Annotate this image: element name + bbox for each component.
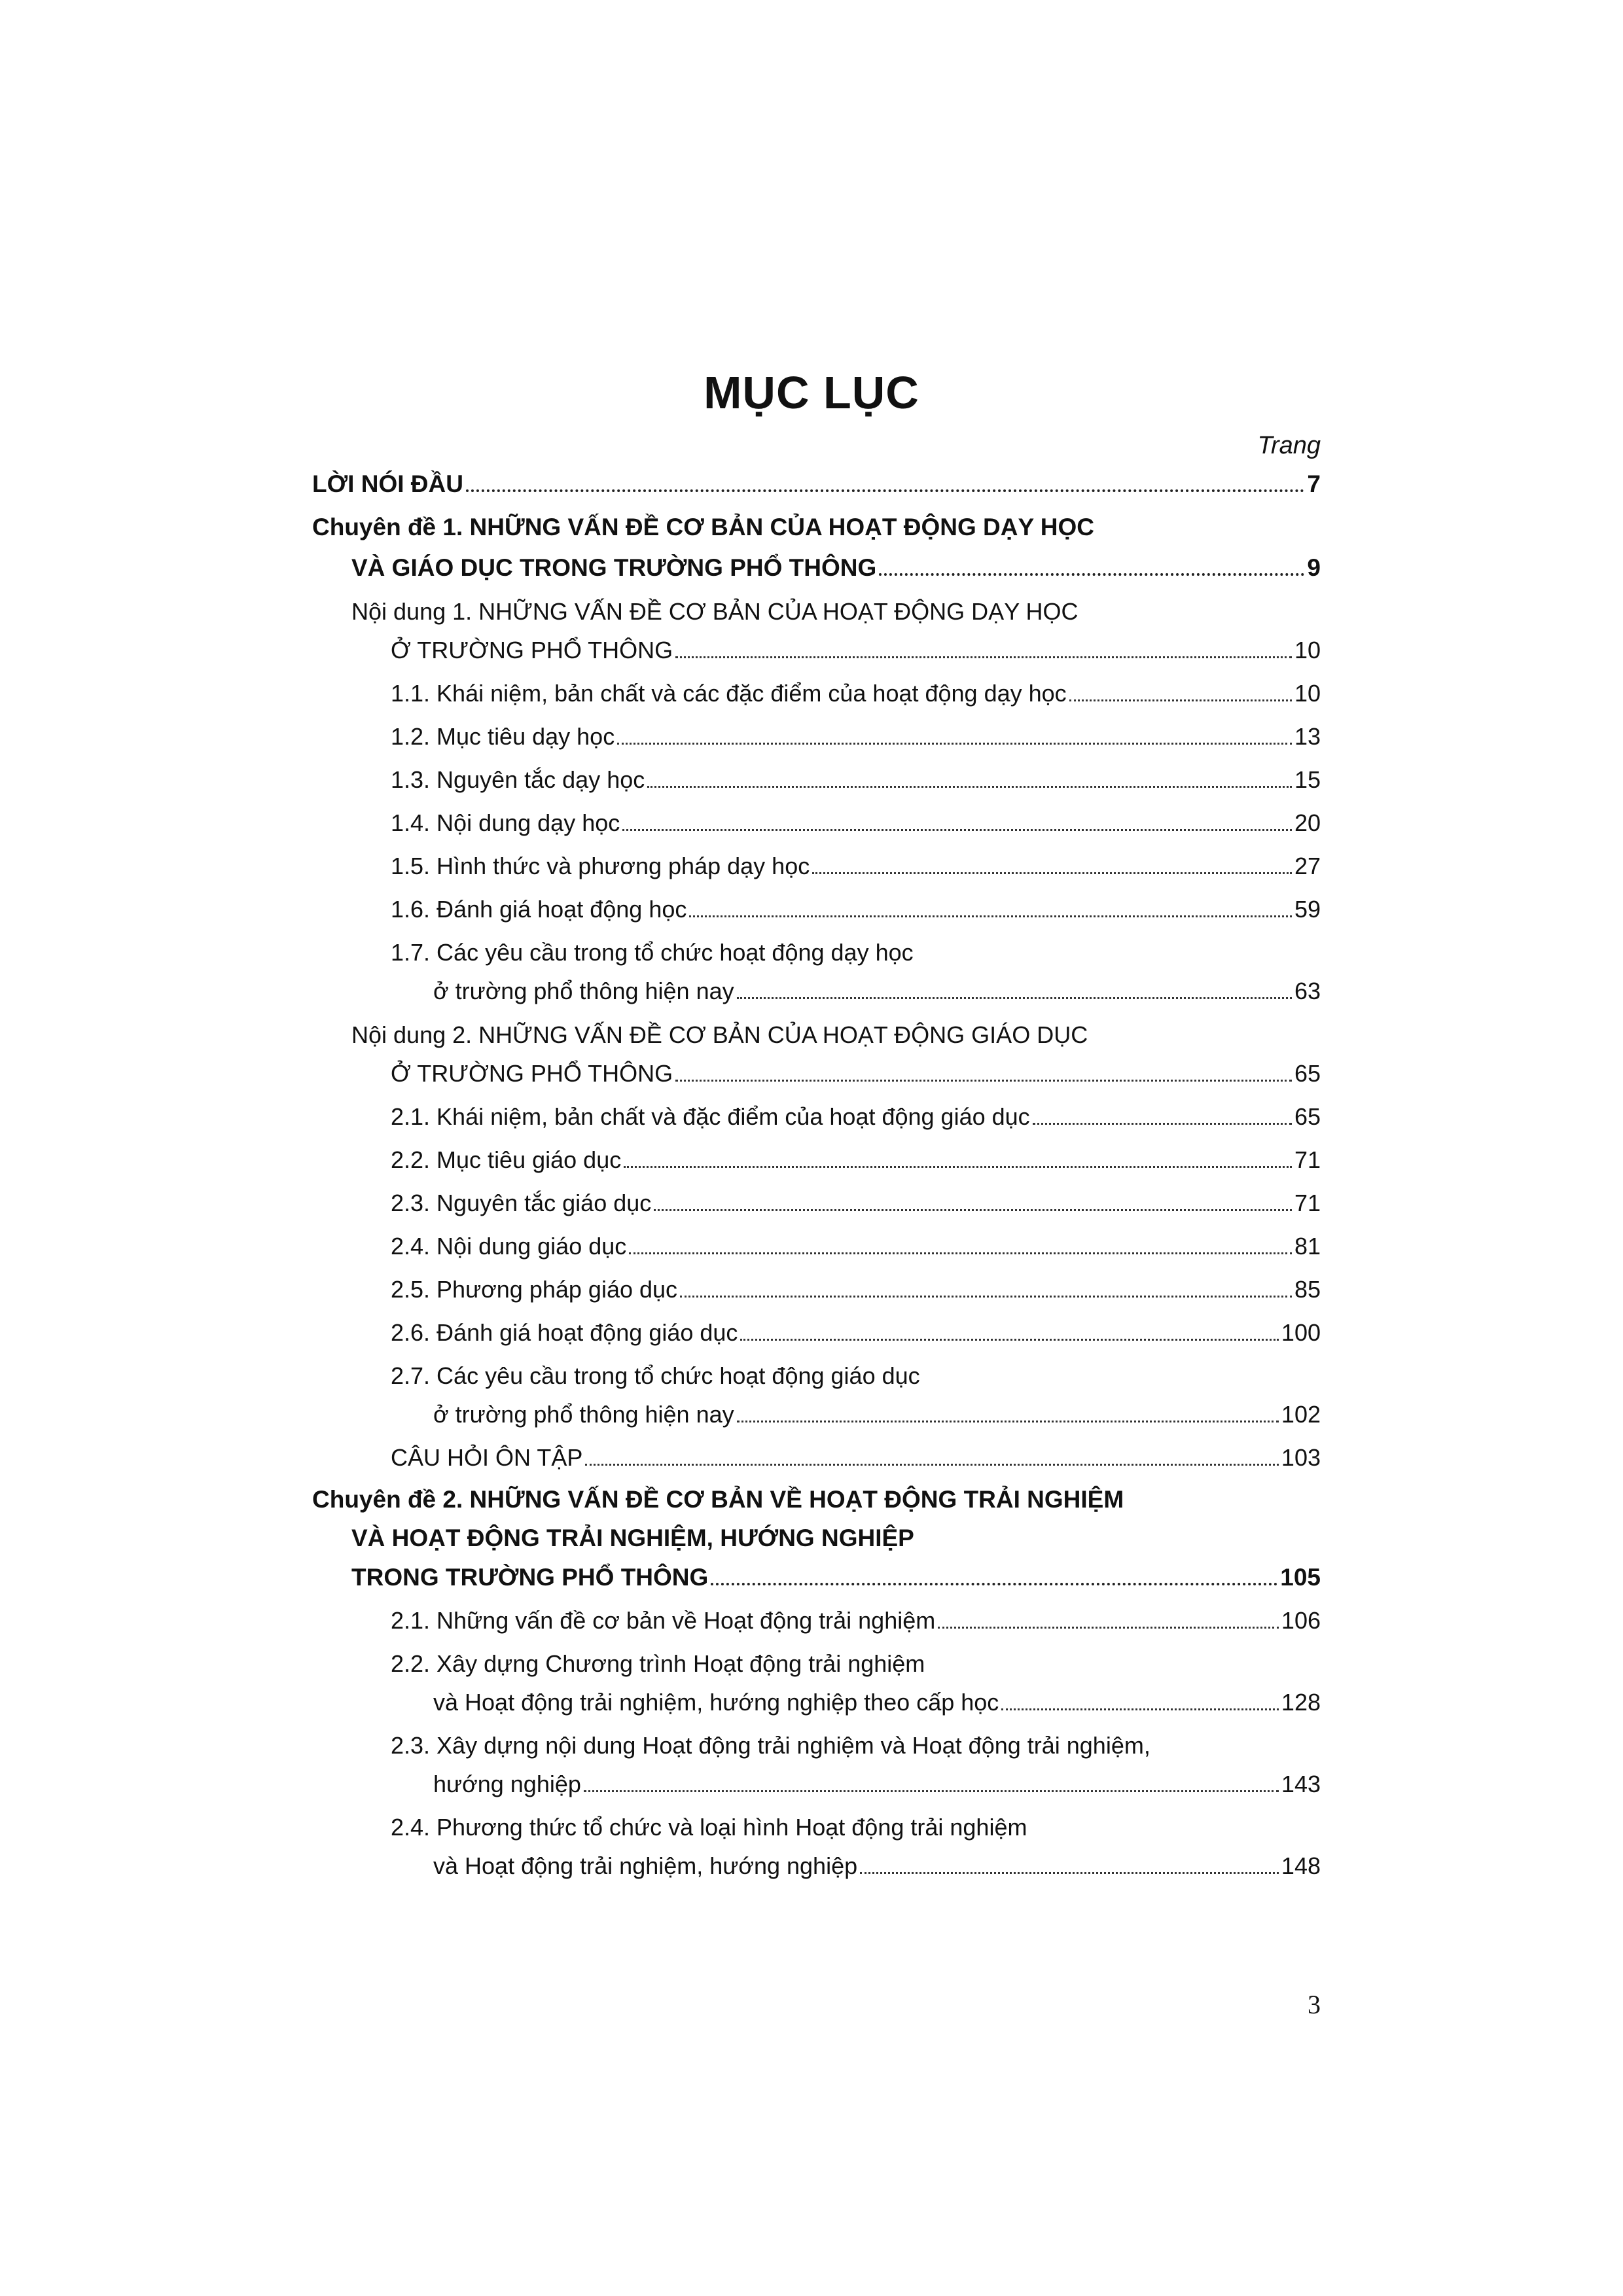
- toc-entry-1-2[interactable]: [391, 722, 1321, 751]
- toc-entry-page: 100: [1281, 1319, 1321, 1346]
- toc-entry-page: 143: [1281, 1771, 1321, 1797]
- dot-leader: [740, 1339, 1279, 1341]
- toc-entry-page: 20: [1294, 809, 1321, 836]
- page-title: MỤC LỤC: [704, 367, 919, 418]
- toc-entry-page: 148: [1281, 1852, 1321, 1879]
- toc-entry-cd2-2-3-line1[interactable]: 2.3. Xây dựng nội dung Hoạt động trải nghiệm và Hoạt động trải nghiệm,: [391, 1732, 1150, 1759]
- dot-leader: [622, 829, 1292, 831]
- toc-entry-2-2[interactable]: [391, 1146, 1321, 1174]
- toc-entry-label: 2.4. Nội dung giáo dục: [391, 1233, 627, 1260]
- toc-entry-section2[interactable]: [391, 1059, 1321, 1088]
- toc-entry-label: CÂU HỎI ÔN TẬP: [391, 1444, 583, 1471]
- toc-entry-label: 1.5. Hình thức và phương pháp dạy học: [391, 853, 810, 879]
- toc-entry-cd2-2-1[interactable]: [391, 1606, 1321, 1635]
- toc-entry-2-4[interactable]: [391, 1232, 1321, 1261]
- dot-leader: [624, 1166, 1292, 1168]
- toc-entry-chapter1[interactable]: [351, 554, 1321, 582]
- toc-entry-page: 15: [1294, 766, 1321, 793]
- toc-entry-1-7-line1[interactable]: 1.7. Các yêu cầu trong tổ chức hoạt động dạy học: [391, 939, 914, 966]
- toc-entry-page: 103: [1281, 1444, 1321, 1471]
- dot-leader: [860, 1872, 1279, 1874]
- dot-leader: [737, 997, 1292, 999]
- dot-leader: [585, 1464, 1279, 1466]
- toc-entry-cd2-2-3[interactable]: [433, 1770, 1321, 1799]
- toc-entry-label: 1.2. Mục tiêu dạy học: [391, 723, 615, 750]
- toc-section2-line1[interactable]: Nội dung 2. NHỮNG VẤN ĐỀ CƠ BẢN CỦA HOẠT ĐỘNG GIÁO DỤC: [351, 1021, 1088, 1048]
- toc-entry-label: và Hoạt động trải nghiệm, hướng nghiệp theo cấp học: [433, 1689, 999, 1716]
- dot-leader: [647, 786, 1292, 788]
- toc-entry-1-7[interactable]: [433, 977, 1321, 1006]
- toc-chapter2-line2[interactable]: VÀ HOẠT ĐỘNG TRẢI NGHIỆM, HƯỚNG NGHIỆP: [351, 1525, 914, 1551]
- toc-entry-cd2-2-4-line1[interactable]: 2.4. Phương thức tổ chức và loại hình Hoạt động trải nghiệm: [391, 1814, 1027, 1841]
- toc-entry-label: và Hoạt động trải nghiệm, hướng nghiệp: [433, 1852, 858, 1879]
- toc-entry-label: 1.6. Đánh giá hoạt động học: [391, 896, 687, 923]
- dot-leader: [711, 1583, 1277, 1585]
- toc-entry-label: VÀ GIÁO DỤC TRONG TRƯỜNG PHỔ THÔNG: [351, 554, 877, 581]
- toc-entry-page: 13: [1294, 723, 1321, 750]
- toc-entry-page: 85: [1294, 1276, 1321, 1303]
- toc-entry-label: 2.3. Nguyên tắc giáo dục: [391, 1190, 652, 1216]
- dot-leader: [1001, 1708, 1279, 1710]
- toc-entry-1-6[interactable]: [391, 895, 1321, 924]
- toc-entry-label: 2.2. Mục tiêu giáo dục: [391, 1146, 622, 1173]
- toc-entry-label: 1.4. Nội dung dạy học: [391, 809, 620, 836]
- toc-chapter1-line1[interactable]: Chuyên đề 1. NHỮNG VẤN ĐỀ CƠ BẢN CỦA HOẠT ĐỘNG DẠY HỌC: [312, 514, 1094, 540]
- dot-leader: [1069, 699, 1292, 701]
- dot-leader: [675, 656, 1292, 658]
- toc-chapter2-line1[interactable]: Chuyên đề 2. NHỮNG VẤN ĐỀ CƠ BẢN VỀ HOẠT ĐỘNG TRẢI NGHIỆM: [312, 1486, 1124, 1513]
- toc-entry-page: 81: [1294, 1233, 1321, 1260]
- toc-entry-page: 65: [1294, 1060, 1321, 1087]
- toc-entry-label: hướng nghiệp: [433, 1771, 581, 1797]
- dot-leader: [584, 1790, 1279, 1792]
- toc-entry-label: 1.3. Nguyên tắc dạy học: [391, 766, 645, 793]
- toc-entry-label: ở trường phổ thông hiện nay: [433, 978, 734, 1004]
- dot-leader: [680, 1296, 1292, 1298]
- toc-entry-page: 105: [1280, 1564, 1321, 1591]
- toc-entry-label: ở trường phổ thông hiện nay: [433, 1401, 734, 1428]
- dot-leader: [466, 489, 1304, 492]
- toc-entry-2-7-line1[interactable]: 2.7. Các yêu cầu trong tổ chức hoạt động giáo dục: [391, 1362, 920, 1389]
- toc-entry-2-5[interactable]: [391, 1275, 1321, 1304]
- toc-entry-page: 10: [1294, 680, 1321, 707]
- toc-entry-label: 2.6. Đánh giá hoạt động giáo dục: [391, 1319, 738, 1346]
- toc-entry-2-6[interactable]: [391, 1318, 1321, 1347]
- toc-entry-page: 128: [1281, 1689, 1321, 1716]
- toc-entry-label: Ở TRƯỜNG PHỔ THÔNG: [391, 1060, 673, 1087]
- toc-entry-page: 7: [1307, 470, 1321, 497]
- toc-entry-1-4[interactable]: [391, 809, 1321, 838]
- page-number: 3: [1308, 1990, 1321, 2019]
- toc-entry-label: Ở TRƯỜNG PHỔ THÔNG: [391, 637, 673, 663]
- toc-entry-label: 2.5. Phương pháp giáo dục: [391, 1276, 678, 1303]
- toc-entry-page: 71: [1294, 1190, 1321, 1216]
- toc-entry-2-1[interactable]: [391, 1103, 1321, 1131]
- toc-entry-page: 10: [1294, 637, 1321, 663]
- toc-entry-label: LỜI NÓI ĐẦU: [312, 470, 463, 497]
- dot-leader: [1033, 1123, 1292, 1125]
- toc-entry-1-1[interactable]: [391, 679, 1321, 708]
- dot-leader: [617, 743, 1292, 745]
- toc-section1-line1[interactable]: Nội dung 1. NHỮNG VẤN ĐỀ CƠ BẢN CỦA HOẠT ĐỘNG DẠY HỌC: [351, 598, 1079, 625]
- dot-leader: [812, 872, 1292, 874]
- toc-entry-label: TRONG TRƯỜNG PHỔ THÔNG: [351, 1564, 709, 1591]
- toc-entry-cd2-2-2[interactable]: [433, 1688, 1321, 1717]
- toc-entry-page: 71: [1294, 1146, 1321, 1173]
- dot-leader: [938, 1627, 1279, 1629]
- toc-entry-page: 27: [1294, 853, 1321, 879]
- toc-entry-page: 9: [1307, 554, 1321, 581]
- toc-entry-2-7[interactable]: [433, 1400, 1321, 1429]
- toc-entry-label: 1.1. Khái niệm, bản chất và các đặc điểm của hoạt động dạy học: [391, 680, 1067, 707]
- dot-leader: [629, 1252, 1292, 1254]
- toc-entry-loi-noi-dau[interactable]: [312, 470, 1321, 499]
- toc-entry-cd2-2-2-line1[interactable]: 2.2. Xây dựng Chương trình Hoạt động trải nghiệm: [391, 1650, 925, 1677]
- page-column-label: Trang: [1257, 432, 1321, 459]
- dot-leader: [689, 915, 1292, 917]
- dot-leader: [879, 573, 1304, 576]
- toc-entry-label: 2.1. Những vấn đề cơ bản về Hoạt động trải nghiệm: [391, 1607, 936, 1634]
- dot-leader: [675, 1080, 1292, 1082]
- toc-entry-1-5[interactable]: [391, 852, 1321, 881]
- toc-entry-label: 2.1. Khái niệm, bản chất và đặc điểm của hoạt động giáo dục: [391, 1103, 1030, 1130]
- toc-entry-section1[interactable]: [391, 636, 1321, 665]
- dot-leader: [654, 1209, 1292, 1211]
- dot-leader: [737, 1421, 1279, 1422]
- toc-entry-2-3[interactable]: [391, 1189, 1321, 1218]
- toc-entry-1-3[interactable]: [391, 766, 1321, 794]
- toc-entry-chapter2[interactable]: [351, 1563, 1321, 1592]
- toc-entry-page: 106: [1281, 1607, 1321, 1634]
- toc-entry-page: 102: [1281, 1401, 1321, 1428]
- toc-entry-review-questions[interactable]: [391, 1443, 1321, 1472]
- toc-entry-page: 63: [1294, 978, 1321, 1004]
- toc-entry-cd2-2-4[interactable]: [433, 1852, 1321, 1881]
- toc-entry-page: 65: [1294, 1103, 1321, 1130]
- toc-entry-page: 59: [1294, 896, 1321, 923]
